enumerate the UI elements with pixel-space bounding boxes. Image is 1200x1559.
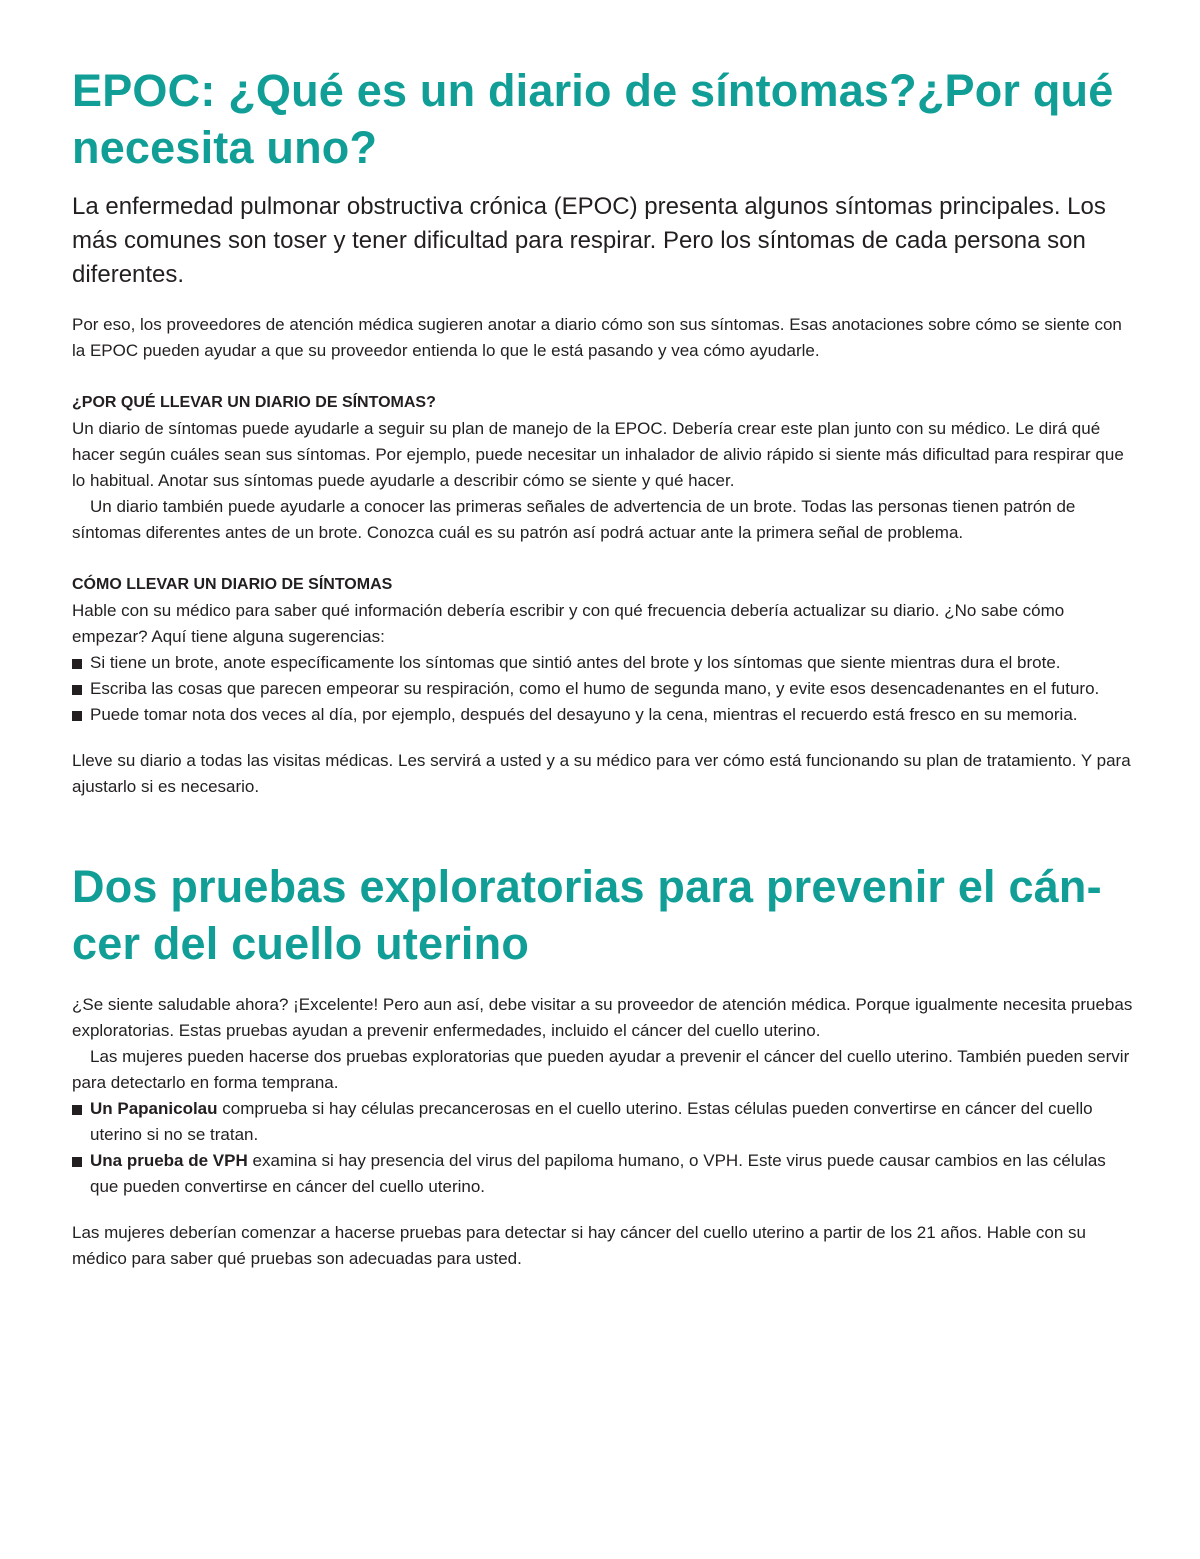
article-intro: Por eso, los proveedores de atención médica sugieren anotar a diario cómo son sus síntomas. Esas anotaciones sobre cómo se siente con la EPOC pueden ayudar a que su proveedor entienda lo que le está pasando y vea cómo ayudarle. (72, 315, 1122, 360)
article-title-line: Dos pruebas exploratorias para prevenir el cán- (72, 861, 1102, 912)
square-bullet-icon (72, 1157, 82, 1167)
list-item (72, 1096, 1134, 1148)
tests-list (72, 1096, 1134, 1200)
closing-paragraph: Las mujeres deberían comenzar a hacerse pruebas para detectar si hay cáncer del cuello uterino a partir de los 21 años. Hable con su médico para saber qué pruebas son adecuadas para usted. (72, 1223, 1086, 1268)
section-heading-how: CÓMO LLEVAR UN DIARIO DE SÍNTOMAS (72, 576, 393, 593)
paragraph: Hable con su médico para saber qué información debería escribir y con qué frecuencia debería actualizar su diario. ¿No sabe cómo empezar? Aquí tiene alguna sugerencias: (72, 601, 1065, 646)
closing-paragraph: Lleve su diario a todas las visitas médicas. Les servirá a usted y a su médico para ver cómo está funcionando su plan de tratamiento. Y para ajustarlo si es necesario. (72, 751, 1131, 796)
list-item-text: Escriba las cosas que parecen empeorar su respiración, como el humo de segunda mano, y evite esos desencadenantes en el futuro. (90, 679, 1100, 698)
article-lead: La enfermedad pulmonar obstructiva crónica (EPOC) presenta algunos síntomas principales. Los más comunes son toser y tener dificultad para respirar. Pero los síntomas de cada persona son diferentes. (72, 193, 1106, 288)
square-bullet-icon (72, 1105, 82, 1115)
square-bullet-icon (72, 685, 82, 695)
article-epoc (72, 62, 1134, 800)
list-item-text: examina si hay presencia del virus del papiloma humano, o VPH. Este virus puede causar cambios en las células que pueden convertirse en cáncer del cuello uterino. (90, 1151, 1106, 1196)
square-bullet-icon (72, 711, 82, 721)
list-item-term: Un Papanicolau (90, 1099, 218, 1118)
article-title-line: cer del cuello uterino (72, 918, 530, 969)
list-item (72, 676, 1134, 702)
list-item-text: comprueba si hay células precancerosas en el cuello uterino. Estas células pueden convertirse en cáncer del cuello uterino si no se tratan. (90, 1099, 1093, 1144)
list-item (72, 702, 1134, 728)
list-item-text: Puede tomar nota dos veces al día, por ejemplo, después del desayuno y la cena, mientras el recuerdo está fresco en su memoria. (90, 705, 1078, 724)
paragraph: Un diario de síntomas puede ayudarle a seguir su plan de manejo de la EPOC. Debería crear este plan junto con su médico. Le dirá qué hacer según cuáles sean sus síntomas. Por ejemplo, puede necesitar un inhalador de alivio rápido si siente más dificultad para respirar que lo habitual. Anotar sus síntomas puede ayudarle a describir cómo se siente y qué hacer. (72, 419, 1124, 490)
paragraph: ¿Se siente saludable ahora? ¡Excelente! Pero aun así, debe visitar a su proveedor de atención médica. Porque igualmente necesita pruebas exploratorias. Estas pruebas ayudan a prevenir enfermedades, incluido el cáncer del cuello uterino. (72, 995, 1133, 1040)
article-title: EPOC: ¿Qué es un diario de síntomas?¿Por qué necesita uno? (72, 65, 1114, 173)
square-bullet-icon (72, 659, 82, 669)
section-heading-why: ¿POR QUÉ LLEVAR UN DIARIO DE SÍNTOMAS? (72, 394, 436, 411)
list-item (72, 1148, 1134, 1200)
article-cervical-cancer (72, 858, 1134, 1272)
list-item-term: Una prueba de VPH (90, 1151, 248, 1170)
paragraph: Las mujeres pueden hacerse dos pruebas exploratorias que pueden ayudar a prevenir el cáncer del cuello uterino. También pueden servir para detectarlo en forma temprana. (72, 1047, 1130, 1092)
article-title (72, 858, 1134, 972)
list-item (72, 650, 1134, 676)
tips-list (72, 650, 1134, 728)
document-page (72, 62, 1134, 1272)
list-item-text: Si tiene un brote, anote específicamente los síntomas que sintió antes del brote y los síntomas que siente mientras dura el brote. (90, 653, 1061, 672)
paragraph: Un diario también puede ayudarle a conocer las primeras señales de advertencia de un brote. Todas las personas tienen patrón de síntomas diferentes antes de un brote. Conozca cuál es su patrón así podrá actuar ante la primera señal de problema. (72, 497, 1076, 542)
